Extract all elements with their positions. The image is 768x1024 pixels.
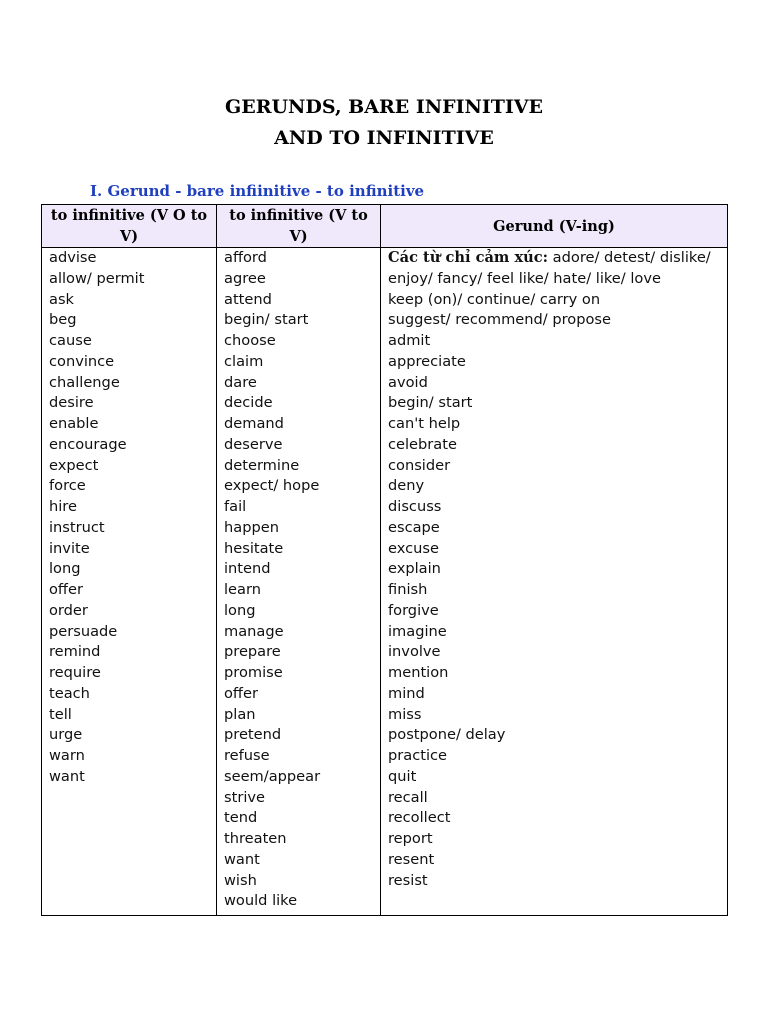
list-item: imagine: [388, 622, 447, 640]
list-item: intend: [224, 560, 271, 578]
list-item: involve: [388, 643, 441, 661]
list-item: decide: [224, 394, 273, 412]
list-item: encourage: [49, 435, 127, 453]
header-to-infinitive-v-to-v: to infinitive (V to V): [217, 205, 381, 248]
list-item: challenge: [49, 373, 120, 391]
list-item: persuade: [49, 622, 118, 640]
list-item: recall: [388, 788, 428, 806]
list-item: quit: [388, 767, 417, 785]
list-item: explain: [388, 560, 441, 578]
list-item: expect: [49, 456, 99, 474]
list-item: convince: [49, 352, 115, 370]
list-item: tell: [49, 705, 72, 723]
list-item: urge: [49, 726, 83, 744]
list-item: long: [49, 560, 81, 578]
list-item: offer: [224, 684, 258, 702]
list-item: advise: [49, 249, 97, 266]
list-item: can't help: [388, 415, 461, 432]
list-item: finish: [388, 581, 428, 598]
list-item: resist: [388, 871, 428, 889]
header-to-infinitive-v-o-to-v: to infinitive (V O to V): [42, 205, 217, 248]
table-header-row: [42, 205, 728, 248]
list-item: practice: [388, 747, 448, 764]
list-item: determine: [224, 456, 300, 474]
page-title-line-2: AND TO INFINITIVE: [274, 127, 494, 149]
list-item: would like: [224, 892, 298, 910]
list-item: keep (on)/ continue/ carry on: [388, 290, 601, 308]
emotion-verbs-list: adore/ detest/ dislike/ enjoy/ fancy/ feel like/ hate/ like/ love: [388, 249, 711, 287]
list-item: consider: [388, 456, 451, 474]
list-item: agree: [224, 269, 266, 287]
list-item: mind: [388, 684, 425, 702]
list-item: prepare: [224, 643, 281, 661]
list-item: promise: [224, 664, 283, 681]
emotion-verbs-entry: [388, 248, 727, 290]
list-item: mention: [388, 664, 449, 681]
column-to-infinitive-v-o-to-v: [42, 248, 217, 916]
list-item: expect/ hope: [224, 477, 320, 495]
list-item: hesitate: [224, 539, 284, 557]
list-item: discuss: [388, 498, 442, 515]
list-item: fail: [224, 498, 247, 515]
list-item: celebrate: [388, 435, 457, 453]
list-item: require: [49, 664, 101, 681]
list-item: seem/appear: [224, 767, 321, 785]
list-item: choose: [224, 332, 276, 349]
list-item: offer: [49, 581, 83, 598]
list-item: desire: [49, 394, 94, 412]
list-item: attend: [224, 290, 272, 308]
header-gerund: Gerund (V-ing): [381, 205, 728, 248]
list-item: miss: [388, 705, 422, 723]
list-item: admit: [388, 332, 431, 349]
list-item: teach: [49, 684, 90, 702]
column-to-infinitive-v-to-v: [217, 248, 381, 916]
list-item: enable: [49, 415, 99, 432]
list-item: ask: [49, 290, 74, 308]
list-item: beg: [49, 311, 77, 329]
list-item: begin/ start: [388, 394, 473, 412]
list-item: manage: [224, 622, 284, 640]
list-item: tend: [224, 809, 258, 827]
list-item: order: [49, 601, 88, 619]
section-heading: I. Gerund - bare infiinitive - to infinitive: [90, 182, 425, 200]
column-3-list: [381, 248, 727, 891]
list-item: wish: [224, 871, 257, 889]
list-item: suggest/ recommend/ propose: [388, 311, 611, 329]
list-item: allow/ permit: [49, 269, 145, 287]
list-item: instruct: [49, 518, 105, 536]
list-item: remind: [49, 643, 101, 661]
list-item: cause: [49, 332, 92, 349]
list-item: appreciate: [388, 352, 466, 370]
list-item: postpone/ delay: [388, 726, 506, 744]
column-2-list: [217, 248, 380, 912]
list-item: escape: [388, 518, 440, 536]
list-item: recollect: [388, 809, 451, 827]
list-item: plan: [224, 705, 256, 723]
verb-pattern-table: [41, 204, 728, 916]
list-item: force: [49, 477, 86, 495]
list-item: long: [224, 601, 256, 619]
list-item: begin/ start: [224, 311, 309, 329]
list-item: forgive: [388, 601, 439, 619]
list-item: avoid: [388, 373, 428, 391]
list-item: warn: [49, 747, 85, 764]
list-item: claim: [224, 352, 264, 370]
page-title-line-1: GERUNDS, BARE INFINITIVE: [224, 96, 543, 118]
list-item: afford: [224, 249, 267, 266]
list-item: resent: [388, 850, 435, 868]
list-item: want: [49, 767, 85, 785]
list-item: learn: [224, 581, 261, 598]
column-1-list: [42, 248, 216, 788]
table-body-row: [42, 248, 728, 916]
list-item: report: [388, 830, 433, 847]
list-item: invite: [49, 539, 90, 557]
emotion-verbs-label: Các từ chỉ cảm xúc:: [388, 249, 549, 266]
list-item: hire: [49, 498, 77, 515]
list-item: dare: [224, 373, 257, 391]
list-item: demand: [224, 415, 284, 432]
list-item: happen: [224, 518, 279, 536]
list-item: refuse: [224, 747, 270, 764]
list-item: deny: [388, 477, 425, 495]
list-item: strive: [224, 788, 265, 806]
list-item: want: [224, 850, 260, 868]
list-item: deserve: [224, 435, 283, 453]
list-item: threaten: [224, 830, 287, 847]
column-gerund: [381, 248, 728, 916]
list-item: excuse: [388, 539, 439, 557]
list-item: pretend: [224, 726, 282, 744]
